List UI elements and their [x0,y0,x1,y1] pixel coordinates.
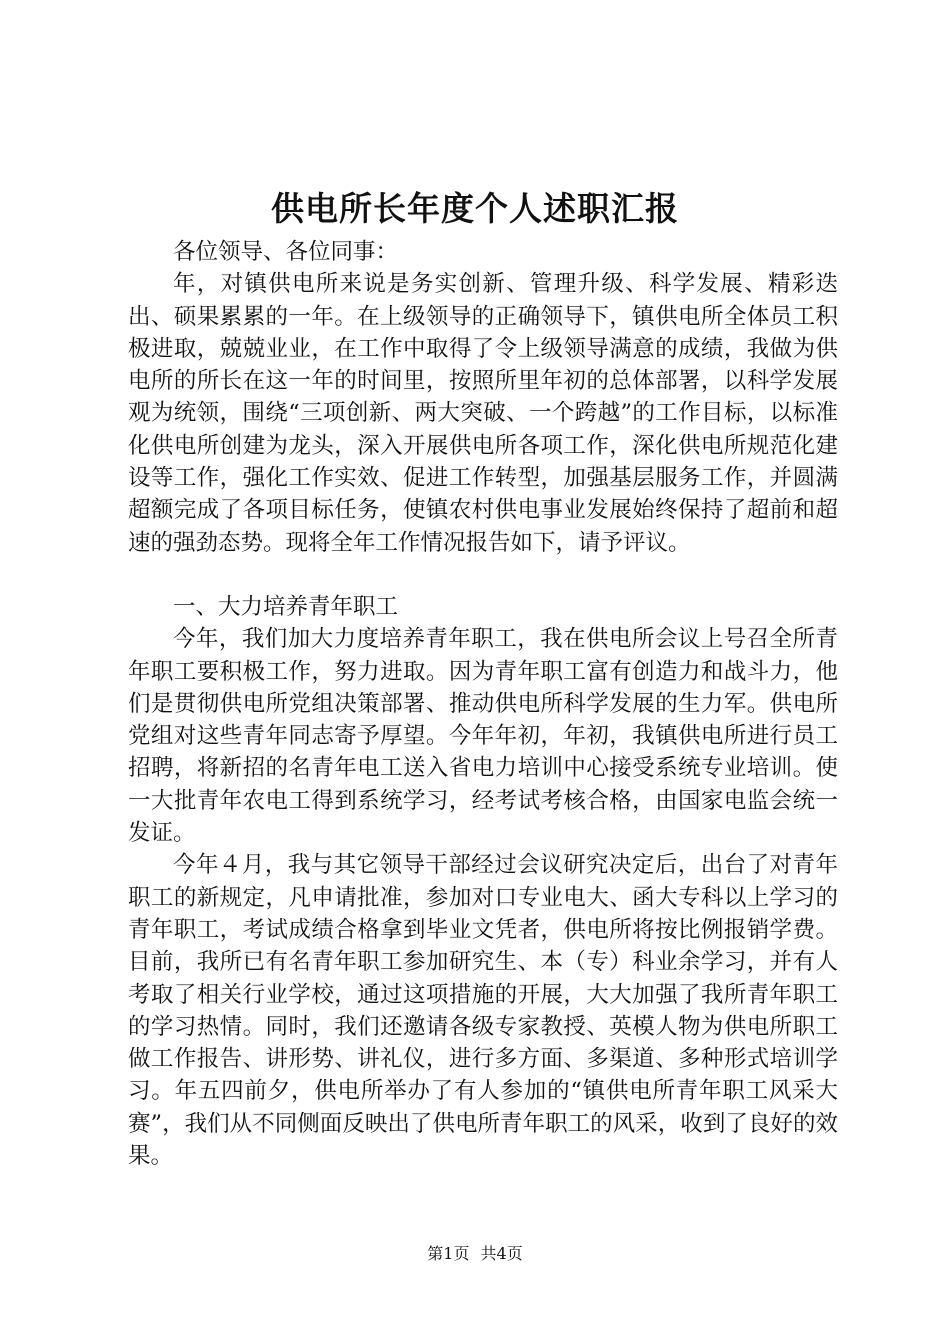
salutation: 各位领导、各位同事： [173,239,399,265]
document-body [128,236,838,1172]
document-title: 供电所长年度个人述职汇报 [271,189,679,228]
page-number: 第1页 共4页 [427,1244,523,1263]
body-paragraph: 今年，我们加大力度培养青年职工，我在供电所会议上号召全所青年职工要积极工作，努力进取。因为青年职工富有创造力和战斗力，他们是贯彻供电所党组决策部署、推动供电所科学发展的生力军。供电所党组对这些青年同志寄予厚望。今年年初，年初，我镇供电所进行员工招聘，将新招的名青年电工送入省电力培训中心接受系统专业培训。使一大批青年农电工得到系统学习，经考试考核合格，由国家电监会统一发证。 [128,626,838,847]
section-heading: 一、大力培养青年职工 [173,593,399,620]
intro-paragraph: 年，对镇供电所来说是务实创新、管理升级、科学发展、精彩迭出、硕果累累的一年。在上级领导的正确领导下，镇供电所全体员工积极进取，兢兢业业，在工作中取得了令上级领导满意的成绩，我做为供电所的所长在这一年的时间里，按照所里年初的总体部署，以科学发展观为统领，围绕“三项创新、两大突破、一个跨越”的工作目标，以标准化供电所创建为龙头，深入开展供电所各项工作，深化供电所规范化建设等工作，强化工作实效、促进工作转型，加强基层服务工作，并圆满超额完成了各项目标任务，使镇农村供电事业发展始终保持了超前和超速的强劲态势。现将全年工作情况报告如下，请予评议。 [128,271,838,556]
body-paragraph: 今年４月，我与其它领导干部经过会议研究决定后，出台了对青年职工的新规定，凡申请批准，参加对口专业电大、函大专科以上学习的青年职工，考试成绩合格拿到毕业文凭者，供电所将按比例报销学费。目前，我所已有名青年职工参加研究生、本（专）科业余学习，并有人考取了相关行业学校，通过这项措施的开展，大大加强了我所青年职工的学习热情。同时，我们还邀请各级专家教授、英模人物为供电所职工做工作报告、讲形势、讲礼仪，进行多方面、多渠道、多种形式培训学习。年五四前夕，供电所举办了有人参加的“镇供电所青年职工风采大赛”，我们从不同侧面反映出了供电所青年职工的风采，收到了良好的效果。 [128,852,838,1170]
